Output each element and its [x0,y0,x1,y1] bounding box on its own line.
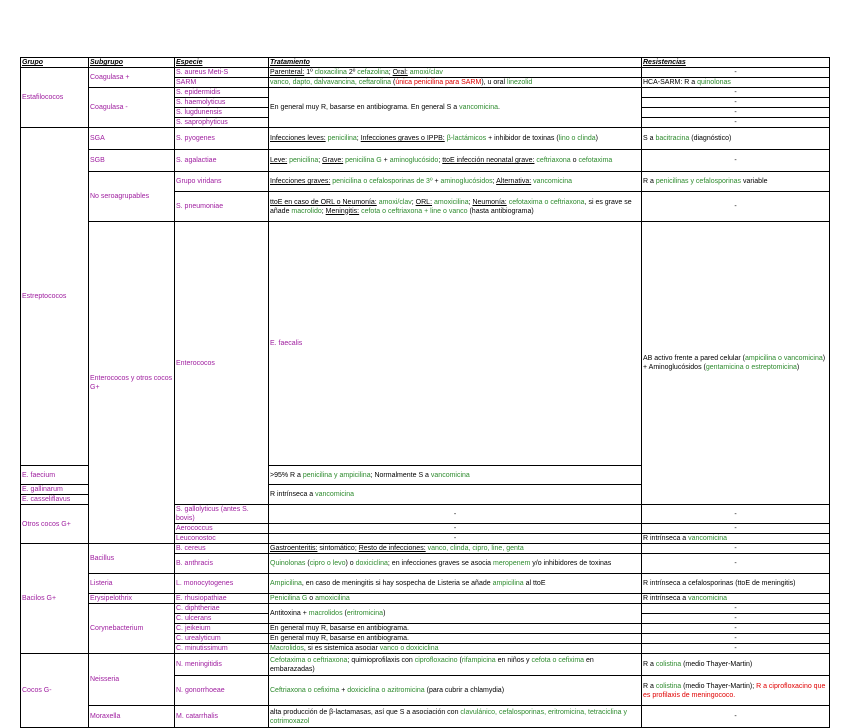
species-s-agalactiae: S. agalactiae [175,150,269,172]
species-e-casseliflavus: E. casseliflavus [21,495,89,505]
treatment-e-rhusiopathiae: Penicilina G o amoxicilina [269,594,642,604]
species-s-pneumoniae: S. pneumoniae [175,192,269,222]
table-row [21,654,830,676]
resistance-aerococcus: - [642,524,830,534]
species-e-rhusiopathiae: E. rhusiopathiae [175,594,269,604]
table-row [21,150,830,172]
table-row [21,128,830,150]
species-c-jeikeium: C. jeikeium [175,624,269,634]
group-bacilos: Bacilos G+ [21,544,89,654]
species-s-haemolyticus: S. haemolyticus [175,98,269,108]
subgroup-coagulasa-pos: Coagulasa + [89,68,175,88]
treatment-enterococos: AB activo frente a pared celular (ampicilina o vancomicina) + Aminoglucósidos (gentamicina o estreptomicina) [642,222,830,505]
treatment-leuconostoc: - [269,534,642,544]
resistance-s-pneumoniae: - [642,192,830,222]
table-row [21,706,830,728]
treatment-sarm: vanco, dapto, dalvavancina, ceftarolina (única penicilina para SARM), u oral linezolid [269,78,642,88]
resistance-leuconostoc: R intrínseca a vancomicina [642,534,830,544]
resistance-m-catarrhalis: - [642,706,830,728]
species-s-saprophyticus: S. saprophyticus [175,118,269,128]
treatment-coagulasa-neg: En general muy R, basarse en antibiograma. En general S a vancomicina. [269,88,642,128]
table-row [21,574,830,594]
treatment-n-gonorrhoeae: Ceftriaxona o cefixima + doxiciclina o azitromicina (para cubrir a chlamydia) [269,676,642,706]
resistance-c-diphtheriae: - [642,604,830,614]
species-e-faecium: E. faecium [21,466,89,485]
subgroup-sga: SGA [89,128,175,150]
resistance-c-urealyticum: - [642,634,830,644]
treatment-b-cereus: Gastroenteritis: sintomático; Resto de infecciones: vanco, clinda, cipro, line, genta [269,544,642,554]
resistance-s-aureus: - [642,68,830,78]
subgroup-coagulasa-neg: Coagulasa - [89,88,175,128]
resistance-s-gallolyticus: - [642,505,830,524]
treatment-c-jeikeium: En general muy R, basarse en antibiograma. [269,624,642,634]
resistance-s-haemolyticus: - [642,98,830,108]
treatment-s-pneumoniae: ttoE en caso de ORL o Neumonía: amoxi/clav; ORL: amoxicilina; Neumonía: cefotaxima o ceftriaxona, si es grave se añade macrolido; Meningitis: cefota o ceftriaxona + line o vanco (hasta antibiograma) [269,192,642,222]
group-estreptococos: Estreptococos [21,128,89,466]
subgroup-moraxella: Moraxella [89,706,175,728]
species-e-gallinarum: E. gallinarum [21,485,89,495]
species-s-epidermidis: S. epidermidis [175,88,269,98]
subgroup-no-seroagrupables: No seroagrupables [89,172,175,222]
antibiotic-table [20,57,830,728]
header-grupo: Grupo [21,58,89,68]
resistance-b-cereus: - [642,544,830,554]
species-c-diphtheriae: C. diphtheriae [175,604,269,614]
treatment-grupo-viridans: Infecciones graves: penicilina o cefalosporinas de 3º + aminoglucósidos; Alternativa: vancomicina [269,172,642,192]
group-estafilococos: Estafilococos [21,68,89,128]
table-row [21,222,830,466]
species-s-gallolyticus: S. gallolyticus (antes S. bovis) [175,505,269,524]
treatment-c-diphtheriae: Antitoxina + macrolidos (eritromicina) [269,604,642,624]
resistance-s-lugdunensis: - [642,108,830,118]
subgroup-listeria: Listeria [89,574,175,594]
treatment-s-aureus: Parenteral: 1º cloxacilina 2º cefazolina; Oral: amoxi/clav [269,68,642,78]
header-subgrupo: Subgrupo [89,58,175,68]
treatment-c-minutissimum: Macrolidos, si es sistemica asociar vanco o doxiciclina [269,644,642,654]
resistance-n-meningitidis: R a colistina (medio Thayer-Martin) [642,654,830,676]
subgroup-sgb: SGB [89,150,175,172]
resistance-e-rhusiopathiae: R intrínseca a vancomicina [642,594,830,604]
species-m-catarrhalis: M. catarrhalis [175,706,269,728]
species-grupo-viridans: Grupo viridans [175,172,269,192]
treatment-c-urealyticum: En general muy R, basarse en antibiograma. [269,634,642,644]
header-resistencias: Resistencias [642,58,830,68]
species-n-gonorrhoeae: N. gonorrhoeae [175,676,269,706]
resistance-e-faecium: >95% R a penicilina y ampicilina; Normalmente S a vancomicina [269,466,642,485]
subgroup-otros-cocos: Otros cocos G+ [21,505,89,544]
table-row [21,68,830,78]
table-row [21,172,830,192]
resistance-s-agalactiae: - [642,150,830,172]
species-e-faecalis: E. faecalis [269,222,642,466]
resistance-s-saprophyticus: - [642,118,830,128]
resistance-c-jeikeium: - [642,624,830,634]
treatment-m-catarrhalis: alta producción de β-lactamasas, así que S a asociación con clavulánico, cefalosporinas, eritromicina, tetraciclina y cotrimoxazol [269,706,642,728]
subgroup-bacillus: Bacillus [89,544,175,574]
species-b-anthracis: B. anthracis [175,554,269,574]
resistance-grupo-viridans: R a penicilinas y cefalosporinas variable [642,172,830,192]
species-aerococcus: Aerococcus [175,524,269,534]
resistance-b-anthracis: - [642,554,830,574]
header-tratamiento: Tratamiento [269,58,642,68]
species-s-pyogenes: S. pyogenes [175,128,269,150]
treatment-aerococcus: - [269,524,642,534]
subgroup-neisseria: Neisseria [89,654,175,706]
resistance-c-ulcerans: - [642,614,830,624]
treatment-s-pyogenes: Infecciones leves: penicilina; Infecciones graves o IPPB: β-lactámicos + inhibidor de toxinas (lino o clinda) [269,128,642,150]
species-s-aureus: S. aureus Meti-S [175,68,269,78]
table-row [21,88,830,98]
species-c-urealyticum: C. urealyticum [175,634,269,644]
table-row [21,604,830,614]
species-sarm: SARM [175,78,269,88]
species-s-lugdunensis: S. lugdunensis [175,108,269,118]
subgroup-corynebacterium: Corynebacterium [89,604,175,654]
resistance-s-epidermidis: - [642,88,830,98]
resistance-n-gonorrhoeae: R a colistina (medio Thayer-Martin); R a ciprofloxacino que es profilaxis de meningococo. [642,676,830,706]
table-row [21,544,830,554]
species-b-cereus: B. cereus [175,544,269,554]
species-l-monocytogenes: L. monocytogenes [175,574,269,594]
species-leuconostoc: Leuconostoc [175,534,269,544]
header-especie: Especie [175,58,269,68]
header-row [21,58,830,68]
table-row [21,594,830,604]
treatment-s-agalactiae: Leve: penicilina; Grave: penicilina G + aminoglucósido; ttoE infección neonatal grave: ceftriaxona o cefotaxima [269,150,642,172]
treatment-l-monocytogenes: Ampicilina, en caso de meningitis si hay sospecha de Listeria se añade ampicilina al ttoE [269,574,642,594]
treatment-b-anthracis: Quinolonas (cipro o levo) o doxiciclina; en infecciones graves se asocia meropenem y/o inhibidores de toxinas [269,554,642,574]
resistance-e-gallinarum: R intrínseca a vancomicina [269,485,642,505]
treatment-s-gallolyticus: - [269,505,642,524]
treatment-n-meningitidis: Cefotaxima o ceftriaxona; quimioprofilaxis con ciprofloxacino (rifampicina en niños y cefota o cefixima en embarazadas) [269,654,642,676]
species-c-ulcerans: C. ulcerans [175,614,269,624]
subgroup-enterococos: Enterococos [175,222,269,505]
resistance-s-pyogenes: S a bacitracina (diagnóstico) [642,128,830,150]
resistance-c-minutissimum: - [642,644,830,654]
resistance-sarm: HCA-SARM: R a quinolonas [642,78,830,88]
species-n-meningitidis: N. meningitidis [175,654,269,676]
resistance-l-monocytogenes: R intrínseca a cefalosporinas (ttoE de meningitis) [642,574,830,594]
subgroup-erysipelothrix: Erysipelothrix [89,594,175,604]
group-enterococos: Enterococos y otros cocos G+ [89,222,175,544]
group-cocos-neg: Cocos G- [21,654,89,728]
species-c-minutissimum: C. minutissimum [175,644,269,654]
